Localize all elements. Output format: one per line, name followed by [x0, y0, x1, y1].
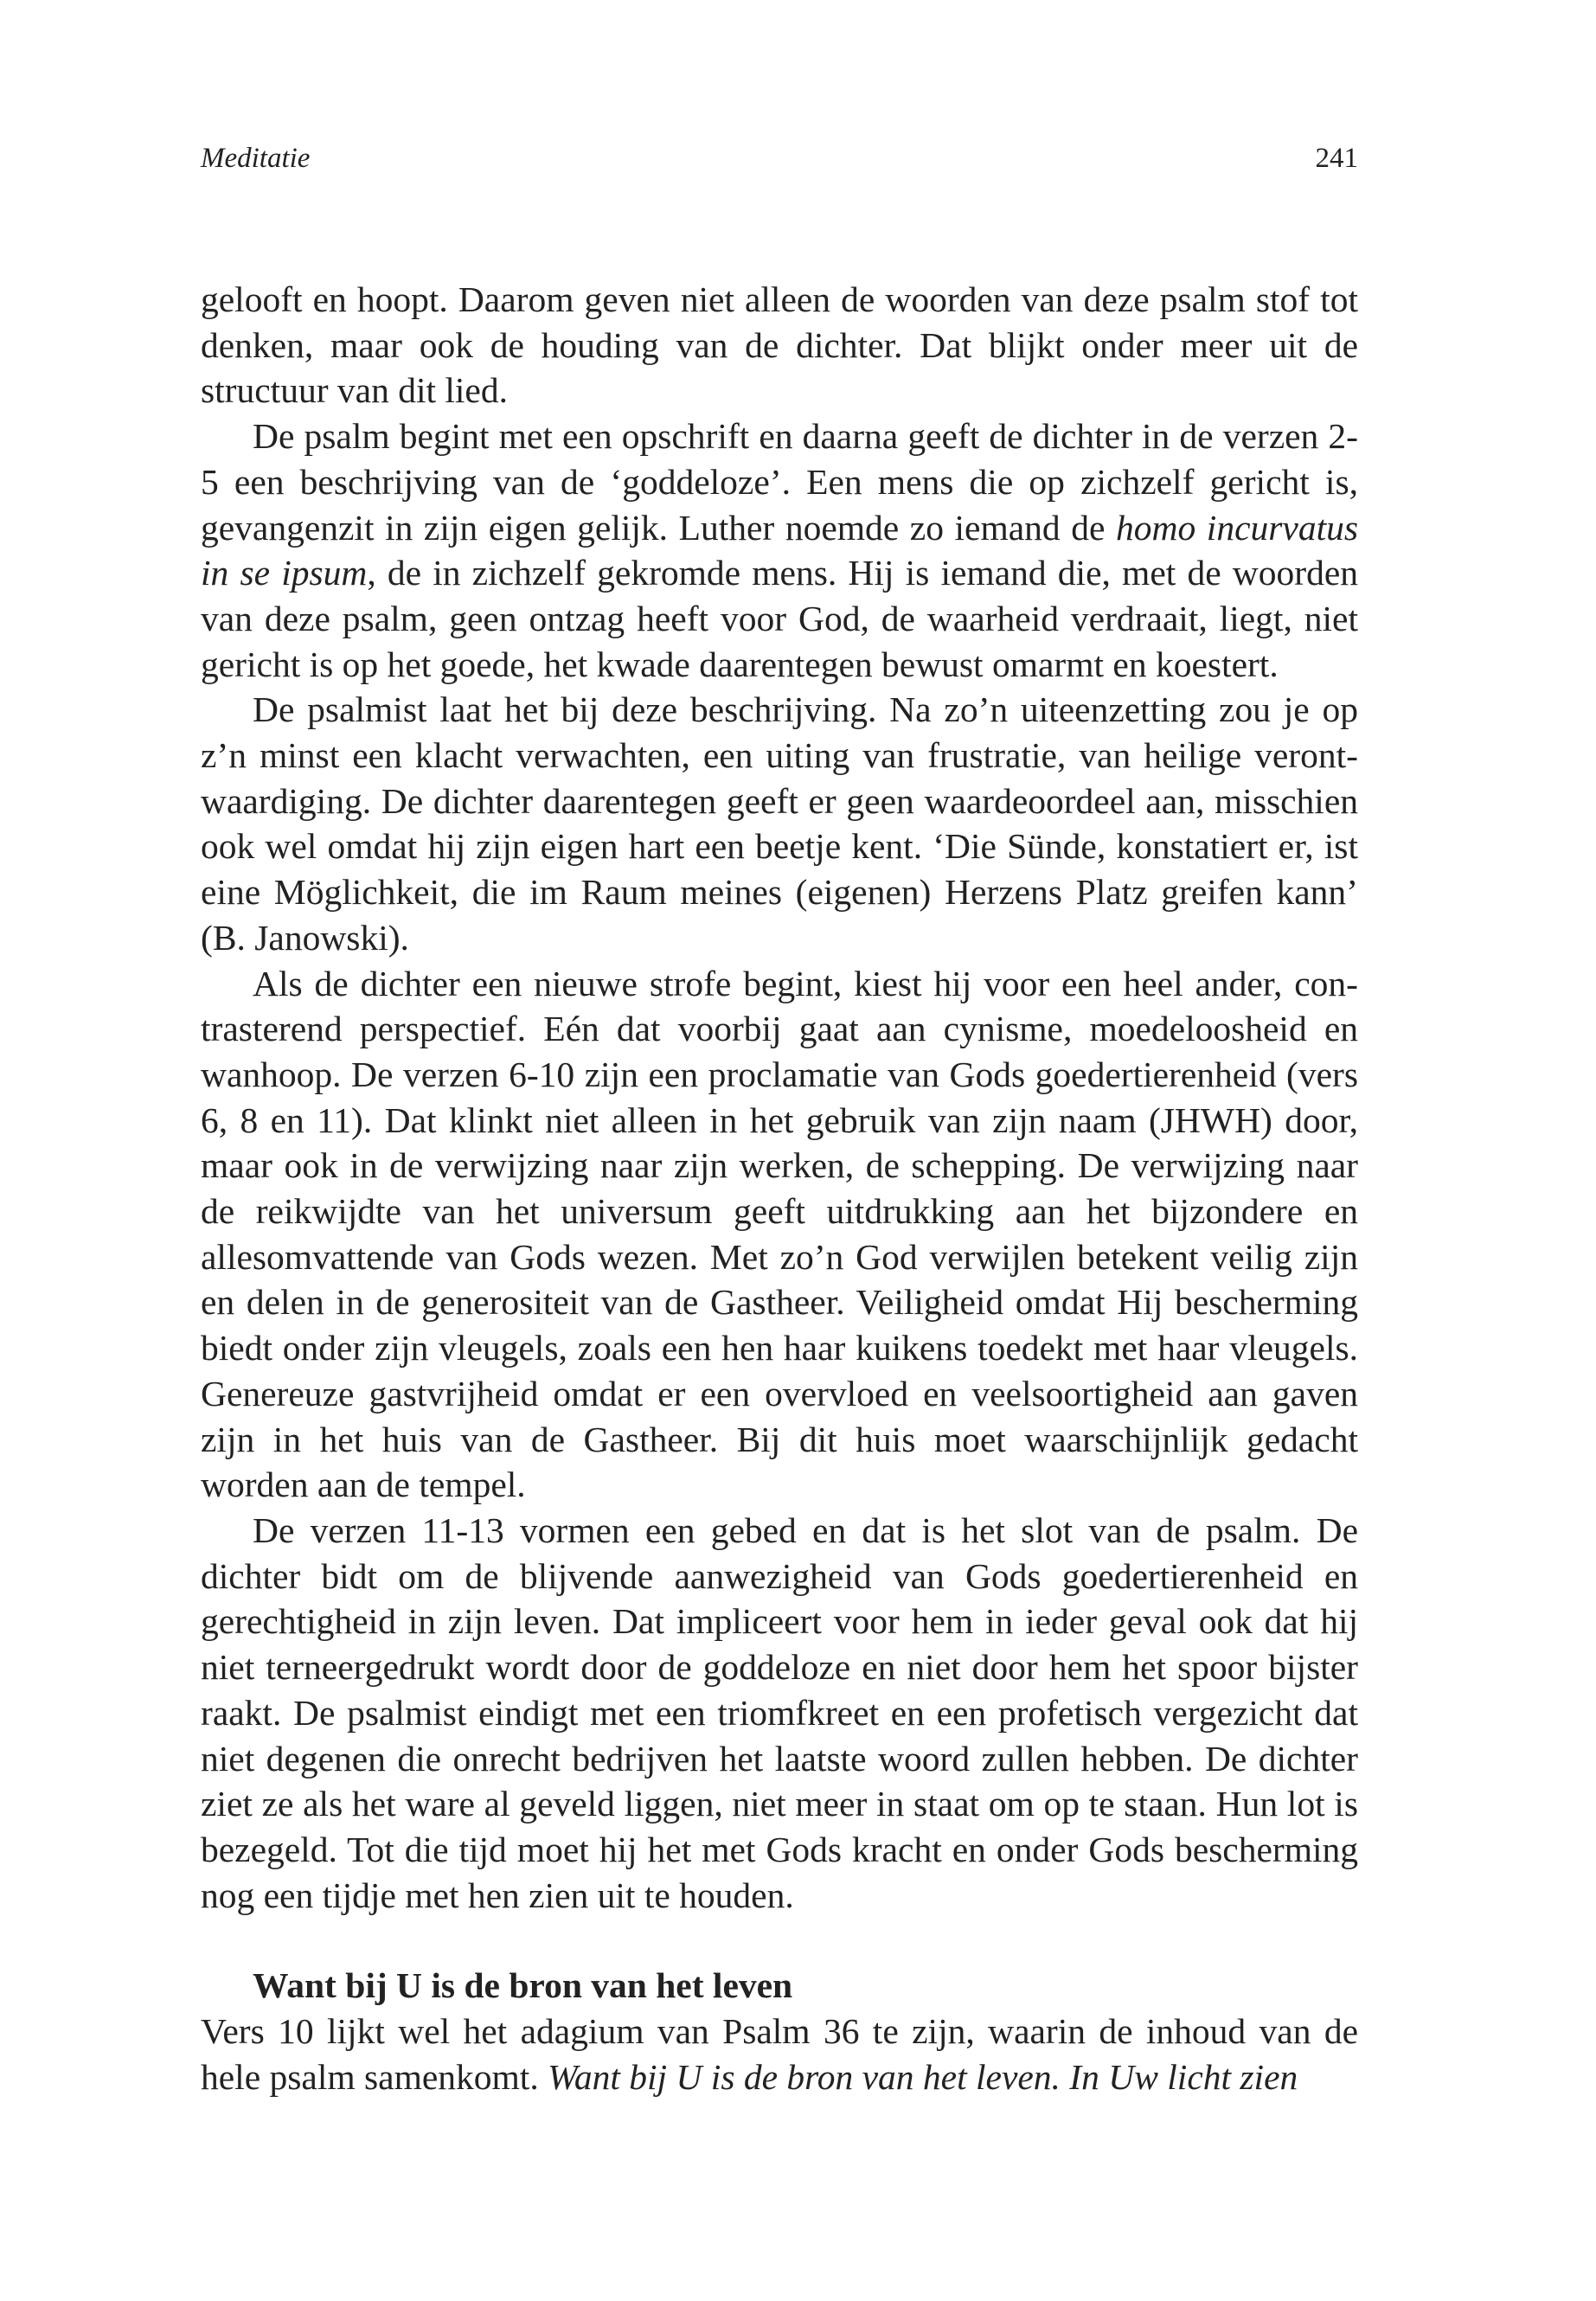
text-run: Als de dichter een nieuwe strofe begint, kiest hij voor een heel ander, contrasterend perspectief. Eén dat voorbij gaat aan cynisme, moedeloosheid en wanhoop. De verzen 6-10 zijn een proclamatie van Gods goedertierenheid (vers 6, 8 en 11). Dat klinkt niet alleen in het gebruik van zijn naam (JHWH) door, maar ook in de verwijzing naar zijn werken, de schepping. De verwijzing naar de reikwijdte van het universum geeft uitdrukking aan het bijzondere en allesomvattende van Gods wezen. Met zo’n God verwijlen betekent veilig zijn en delen in de generositeit van de Gastheer. Veiligheid omdat Hij bescherming biedt onder zijn vleugels, zoals een hen haar kuikens toedekt met haar vleugels. Genereuze gastvrijheid omdat er een overvloed en veelsoortigheid aan gaven zijn in het huis van de Gastheer. Bij dit huis moet waarschijnlijk gedacht worden aan de tempel. [201, 963, 1358, 1505]
paragraph-continued [201, 277, 1358, 413]
paragraph [201, 1508, 1358, 1918]
running-head [201, 137, 1358, 180]
quote-italic: Want bij U is de bron van het leven. In Uw licht zien [548, 2056, 1298, 2097]
text-run: De psalmist laat het bij deze beschrijving. Na zo’n uiteenzetting zou je op z’n minst een klacht verwachten, een uiting van frustratie, van heilige verontwaardiging. De dichter daarentegen geeft er geen waardeoordeel aan, misschien ook wel omdat hij zijn eigen hart een beetje kent. ‘Die Sünde, konstatiert er, ist eine Möglichkeit, die im Raum meines (eigenen) Herzens Platz greifen kann’ (B. Janowski). [201, 689, 1358, 958]
running-title: Meditatie [201, 143, 311, 174]
text-run: , de in zichzelf gekromde mens. Hij is iemand die, met de woorden van deze psalm, geen ontzag heeft voor God, de waarheid verdraait, liegt, niet gericht is op het goede, het kwade daarentegen bewust omarmt en koestert. [201, 553, 1358, 684]
page-number: 241 [1315, 143, 1358, 174]
paragraph [201, 687, 1358, 960]
latin-phrase: homo incurvatus in se ipsum [201, 507, 1358, 593]
body-text [201, 277, 1358, 2099]
paragraph [201, 2009, 1358, 2099]
paragraph [201, 413, 1358, 687]
text-run: De psalm begint met een opschrift en daarna geeft de dichter in de verzen 2-5 een beschrijving van de ‘goddeloze’. Een mens die op zichzelf gericht is, gevangenzit in zijn eigen gelijk. Luther noemde zo iemand de [201, 416, 1358, 548]
text-run: gelooft en hoopt. Daarom geven niet alleen de woorden van deze psalm stof tot denken, maar ook de houding van de dichter. Dat blijkt onder meer uit de structuur van dit lied. [201, 279, 1358, 411]
text-run: Vers 10 lijkt wel het adagium van Psalm 36 te zijn, waarin de inhoud van de hele psalm samenkomt. [201, 2011, 1358, 2097]
paragraph [201, 961, 1358, 1508]
text-run: De verzen 11-13 vormen een gebed en dat is het slot van de psalm. De dichter bidt om de blijvende aanwezigheid van Gods goedertierenheid en gerechtigheid in zijn leven. Dat impliceert voor hem in ieder geval ook dat hij niet terneergedrukt wordt door de goddeloze en niet door hem het spoor bijster raakt. De psalmist eindigt met een triomfkreet en een profetisch vergezicht dat niet degenen die onrecht bedrijven het laatste woord zullen hebben. De dichter ziet ze als het ware al geveld liggen, niet meer in staat om op te staan. Hun lot is bezegeld. Tot die tijd moet hij het met Gods kracht en onder Gods bescherming nog een tijdje met hen zien uit te houden. [201, 1509, 1358, 1915]
section-heading: Want bij U is de bron van het leven [253, 1965, 793, 2006]
